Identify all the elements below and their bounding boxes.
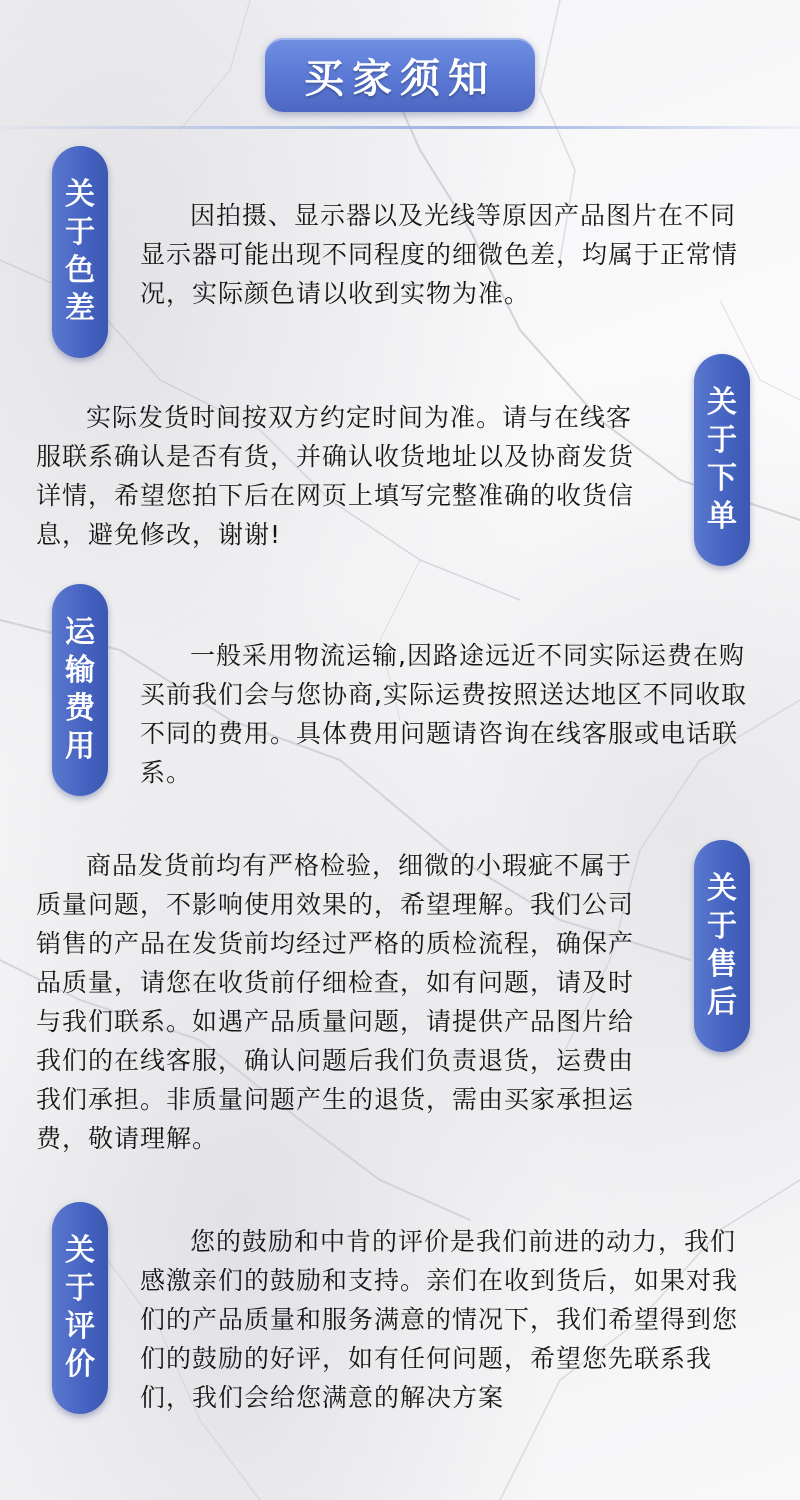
section-text-color-difference: 因拍摄、显示器以及光线等原因产品图片在不同显示器可能出现不同程度的细微色差，均属于正常情况，实际颜色请以收到实物为准。: [140, 201, 739, 308]
page-title: 买家须知: [304, 54, 496, 102]
tag-after-sales: [694, 840, 750, 1052]
tag-reviews: [52, 1202, 108, 1414]
tag-shipping-cost: [52, 584, 108, 796]
tag-ordering: [694, 354, 750, 566]
section-text-after-sales: 商品发货前均有严格检验，细微的小瑕疵不属于质量问题，不影响使用效果的，希望理解。我们公司销售的产品在发货前均经过严格的质检流程，确保产品质量，请您在收货前仔细检查，如有问题，请及时与我们联系。如遇产品质量问题，请提供产品图片给我们的在线客服，确认问题后我们负责退货，运费由我们承担。非质量问题产生的退货，需由买家承担运费，敬请理解。: [36, 851, 635, 1153]
tag-label: 关于评价: [65, 1233, 95, 1382]
section-text-shipping-cost: 一般采用物流运输,因路途远近不同实际运费在购买前我们会与您协商,实际运费按照送达地区不同收取不同的费用。具体费用问题请咨询在线客服或电话联系。: [140, 641, 747, 787]
tag-label: 关于下单: [707, 385, 737, 534]
tag-label: 关于色差: [65, 177, 95, 326]
tag-label: 运输费用: [65, 615, 95, 764]
page-title-banner: [265, 38, 535, 112]
title-divider: [0, 126, 800, 129]
tag-label: 关于售后: [707, 871, 737, 1020]
section-text-reviews: 您的鼓励和中肯的评价是我们前进的动力，我们感激亲们的鼓励和支持。亲们在收到货后，如果对我们的产品质量和服务满意的情况下，我们希望得到您们的鼓励的好评，如有任何问题，希望您先联系我们，我们会给您满意的解决方案: [140, 1227, 739, 1412]
tag-color-difference: [52, 146, 108, 358]
section-text-ordering: 实际发货时间按双方约定时间为准。请与在线客服联系确认是否有货，并确认收货地址以及协商发货详情，希望您拍下后在网页上填写完整准确的收货信息，避免修改，谢谢!: [36, 403, 635, 549]
